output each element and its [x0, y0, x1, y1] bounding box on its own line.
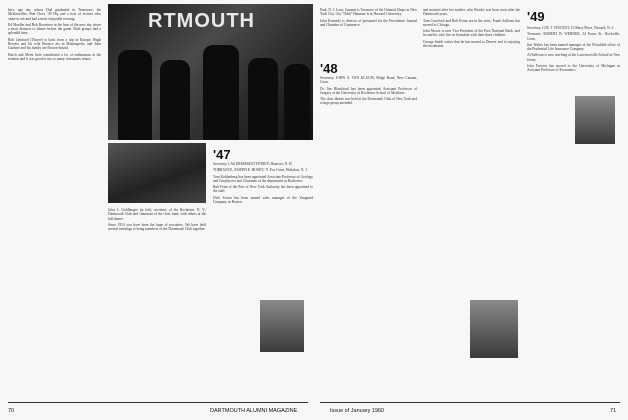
class-year-47: '47	[213, 147, 231, 163]
paragraph: Bob Leinhard (Thayer) is back from a trip in Europe; Hugh Bowers and his wife Bernice are in Minneapolis; and John Gardner and his family are Boston-bound.	[8, 37, 101, 51]
paragraph: Al Sullivan is now teaching at the Lawrenceville School in New Jersey.	[527, 53, 620, 62]
paragraph: TORRANCE, JOSEPH E. HOSEY, 71 Fox Court, Hohokus, N. J.	[213, 168, 308, 173]
paragraph: bers, age ten, whose Dad graduated in Tennessee, the McKonvilles, Ron Cloer, '49 Hq, and a host of visitors who came to see and had a most enjoyable evening.	[8, 8, 101, 21]
column-4-lower-text	[320, 76, 417, 108]
portrait-photo	[575, 96, 615, 144]
figure-silhouette	[248, 58, 278, 140]
paragraph: The class dinner was held at the Dartmouth Club of New York and a large group attended.	[320, 97, 417, 106]
magazine-title: DARTMOUTH ALUMNI MAGAZINE	[210, 408, 298, 414]
section-subhead: Secretary, JOHN A. VAN KLAUW, Ridge Road, New Canaan, Conn.	[320, 76, 417, 85]
secondary-photo	[108, 143, 206, 203]
paragraph: Bob Fenn of the Port of New York Authority has been appointed to the staff.	[213, 185, 313, 194]
paragraph: Treasurer, ROBERT B. WERNER, 34 Essex St., Rockville, Conn.	[527, 32, 620, 41]
right-page-number: 71	[610, 408, 617, 414]
footer-rule-right	[320, 402, 620, 403]
portrait-photo	[260, 300, 304, 352]
issue-date: Issue of January 1960	[330, 408, 385, 414]
paragraph: John Frewert has moved to the University of Michigan as Assistant Professor of Economics.	[527, 64, 620, 73]
paragraph: Dr. Jim Blanchard has been appointed Assistant Professor of Surgery at the University of Rochester School of Medicine.	[320, 86, 417, 95]
paragraph: and married after her mother, who Brooks was born soon after the Dartmouth years.	[423, 8, 520, 17]
paragraph: John Moore is now Vice President of the First National Bank, and he and his wife live in Scarsdale with their three children.	[423, 29, 520, 38]
class-year-49: '49	[527, 9, 545, 25]
column-6	[527, 26, 620, 402]
class-year-48: '48	[320, 61, 338, 77]
column-2	[108, 208, 206, 403]
paragraph: John Kennedy is director of personnel for the Providence Journal and Chamber of Commerce.	[320, 18, 417, 27]
left-page-number: 70	[8, 408, 15, 414]
photo-banner-text: RTMOUTH	[148, 10, 255, 32]
paragraph: Dick Swinn has been named sales manager of the Vanguard Company in Boston.	[213, 195, 313, 205]
section-subhead: Secretary, LAS DEMAREST FINNEY, Hanover, N. H.	[213, 162, 293, 166]
column-1	[8, 8, 101, 403]
footer-rule-left	[8, 402, 308, 403]
paragraph: Since 1954 you have been the hope of recruiters. We have held several meetings to bring members of the Dartmouth Club together.	[108, 222, 206, 232]
section-subhead: Secretary, LOU J. VINCENT, 10 Barry Place, Newark, N. J.	[527, 26, 614, 30]
paragraph: Tom Crawford and Bob Evans are in the west; Frank Sullivan has moved to Chicago.	[423, 18, 520, 27]
figure-silhouette	[284, 64, 310, 140]
figure-silhouette	[160, 60, 190, 140]
paragraph: George Smith writes that he has moved to Denver and is enjoying the mountains.	[423, 39, 520, 49]
paragraph: John L. Goldberger (at left), secretary of the Rochester, N. Y., Dartmouth Club and chairman of the class fund, with others at the fall dinner.	[108, 208, 206, 221]
column-3-text	[213, 162, 313, 206]
group-photo	[108, 4, 313, 140]
paragraph: Hatch and Meek both contributed a lot of enthusiasm at the reunion and it was good to see so many classmates return.	[8, 52, 101, 61]
paragraph: Ed Mueller and Bob Rowntree in the heat of the new day drove a short distance to dinner before the game. Both groups had a splendid time.	[8, 22, 101, 36]
paragraph: Park, N. J. Larry Gannon is Treasurer of the Oriental Shops in New York City. Our "Oddi" Hammer is at Harvard University.	[320, 8, 417, 17]
paragraph: Tom Kohlenberg has been appointed Associate Professor of Geology and Geophysics and Chairman of the department at Rochester.	[213, 174, 313, 183]
figure-silhouette	[203, 45, 239, 140]
paragraph: Jim Walter has been named manager of the Plainfield office of the Prudential Life Insurance Company.	[527, 42, 620, 52]
page-footer	[0, 404, 628, 418]
column-5	[423, 8, 520, 403]
figure-silhouette	[118, 50, 152, 140]
